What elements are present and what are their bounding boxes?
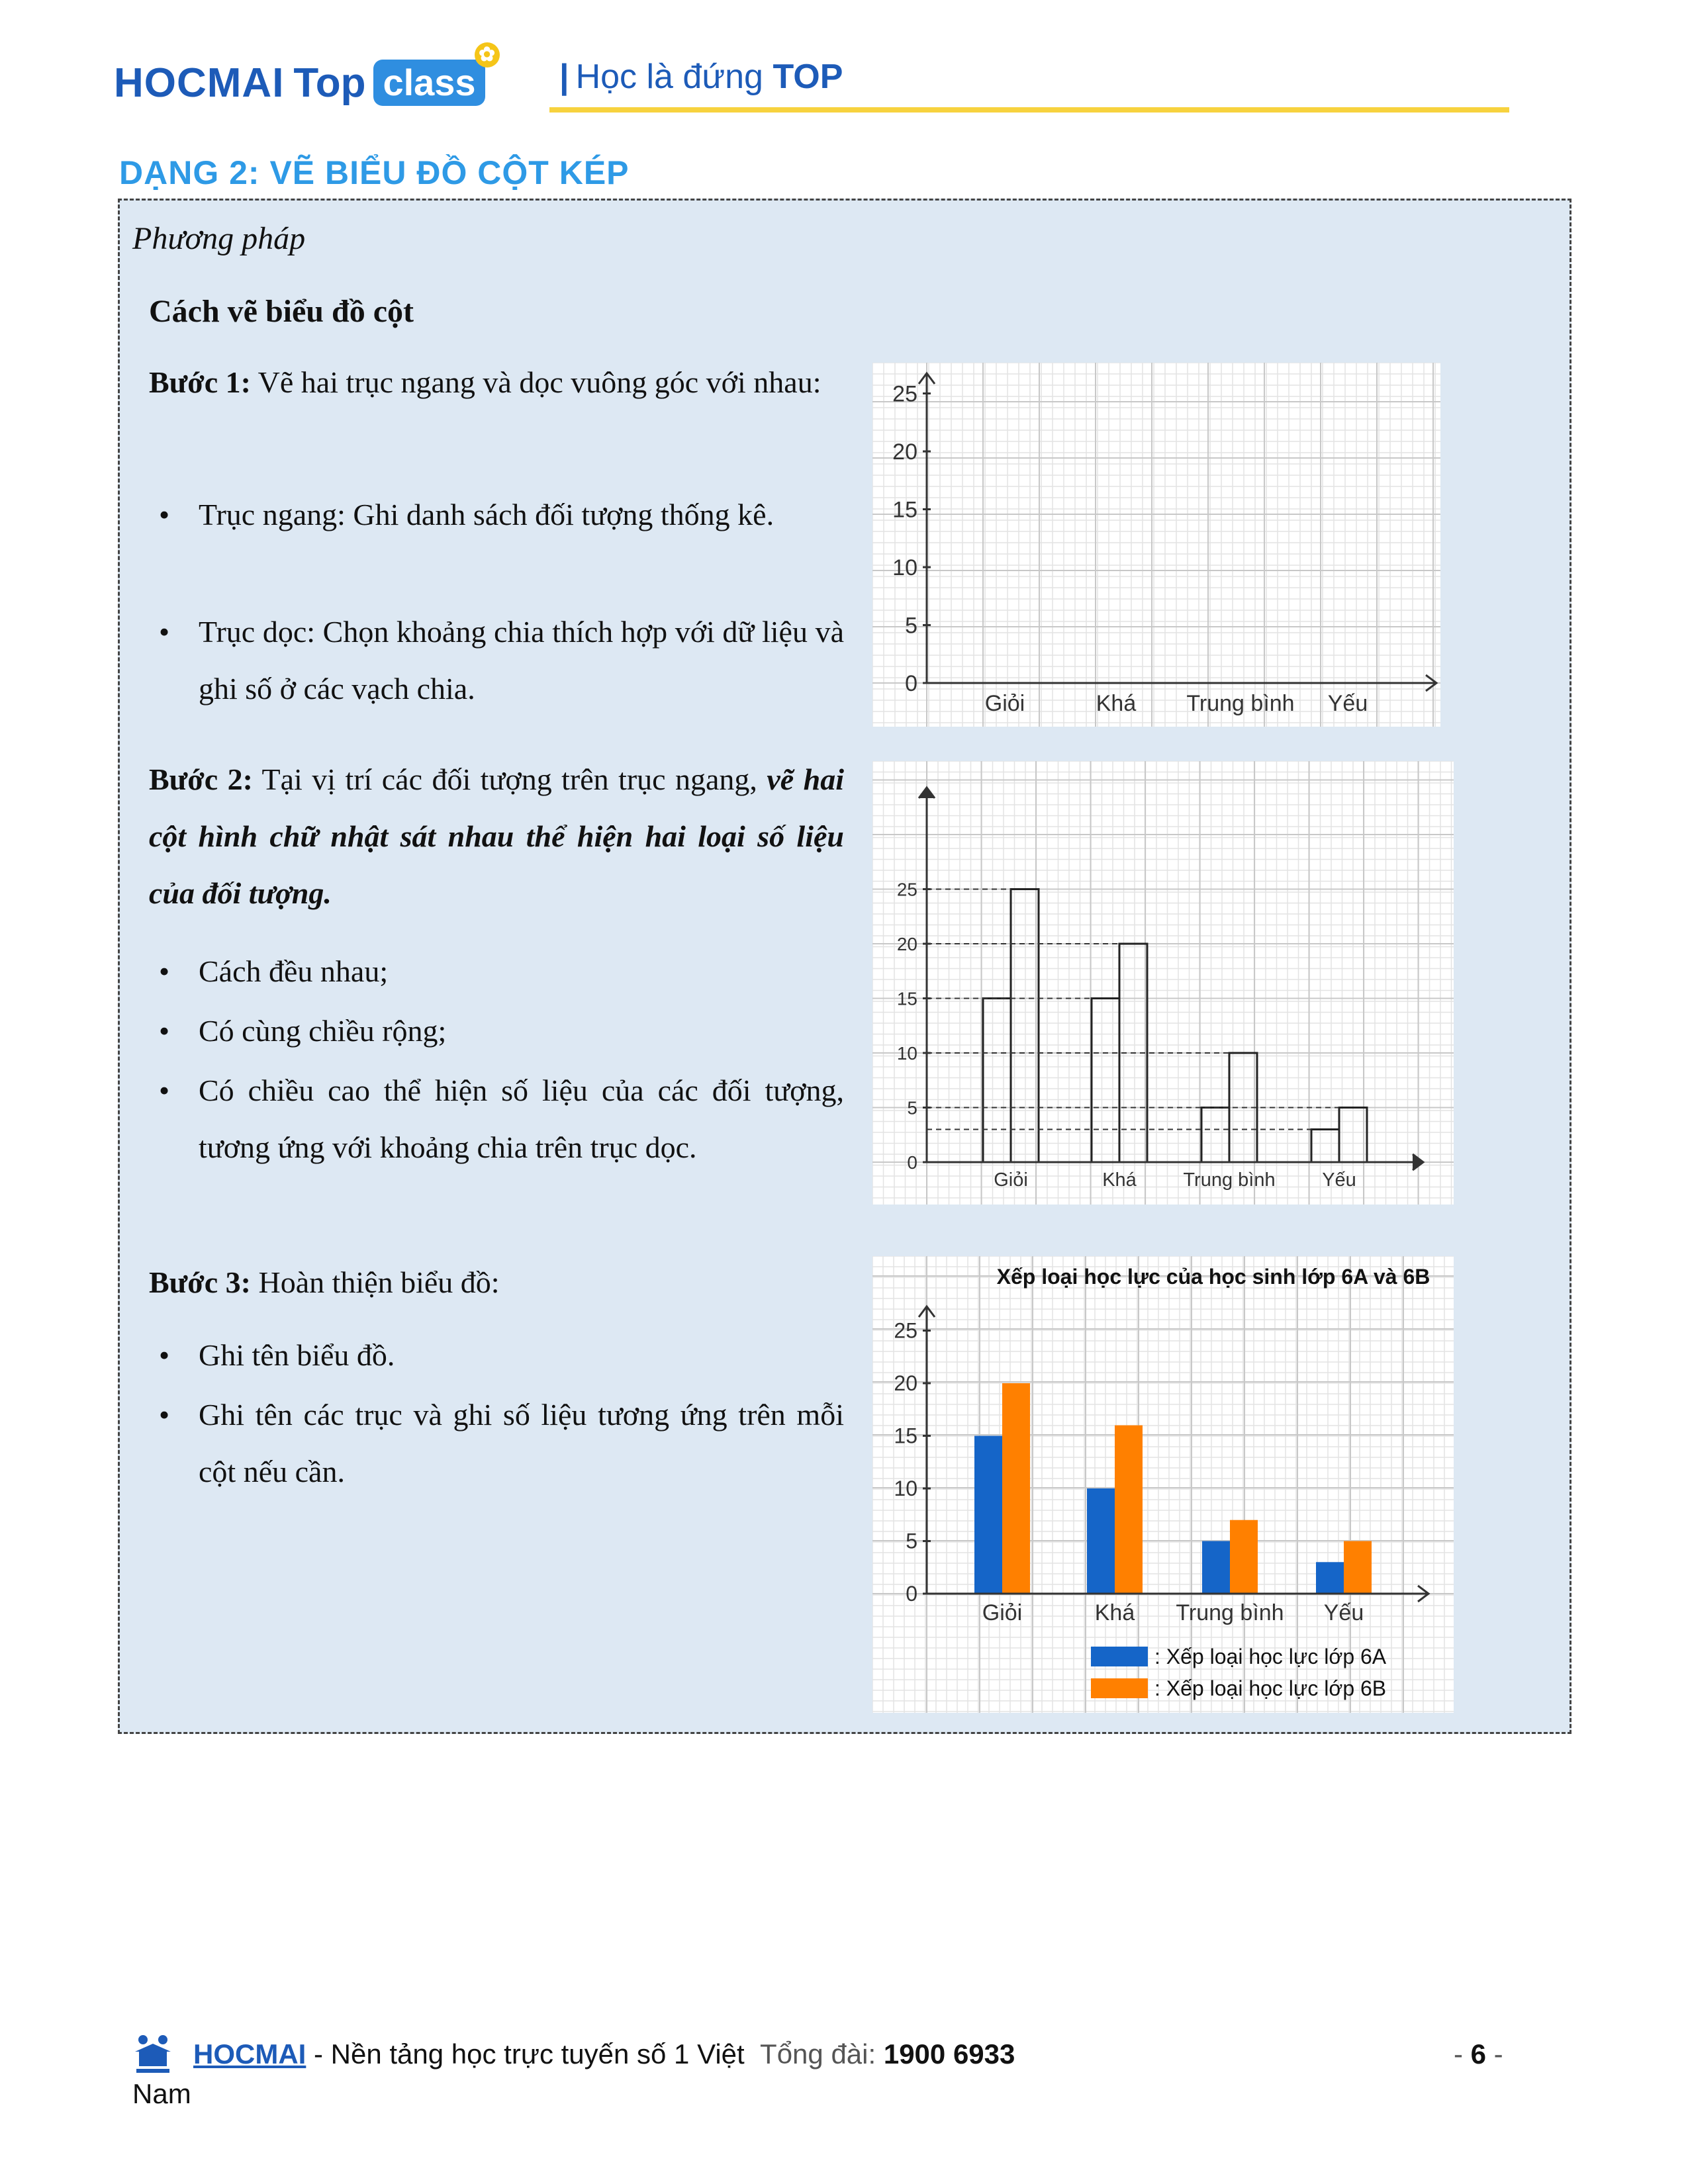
bullet-dot: •: [159, 1073, 170, 1107]
step1-bullet-2: [159, 604, 844, 717]
legend-swatch-1: [1091, 1647, 1148, 1666]
step2-bullet-2-text: Có cùng chiều rộng;: [199, 1014, 447, 1048]
chart-step1-axes: [872, 363, 1440, 727]
y-tick-label: 0: [905, 670, 917, 696]
step2-emphasis: vẽ hai cột hình chữ nhật sát nhau thể hiện hai loại số liệu của đối tượng.: [149, 762, 844, 910]
step2-bullet-1: [159, 943, 844, 1000]
legend-swatch-2: [1091, 1678, 1148, 1698]
footer-wrap-text: Nam: [132, 2078, 191, 2109]
bullet-dot: •: [159, 954, 170, 988]
bar-2-1: [1115, 1426, 1143, 1594]
x-tick-label: Khá: [1096, 691, 1137, 716]
step2-bullet-1-text: Cách đều nhau;: [199, 954, 389, 988]
y-tick-label: 5: [906, 1529, 917, 1553]
step1-label: Bước 1:: [149, 365, 251, 399]
y-tick-label: 0: [906, 1582, 917, 1606]
x-tick-label: Yếu: [1323, 1600, 1364, 1625]
bullet-dot: •: [159, 1014, 170, 1048]
footer-text: [193, 2038, 1015, 2070]
x-tick-label: Trung bình: [1186, 691, 1295, 716]
x-tick-label: Giỏi: [994, 1169, 1028, 1191]
y-tick-label: 20: [892, 439, 917, 465]
bar-1-0: [974, 1436, 1002, 1594]
chart-title: Xếp loại học lực của học sinh lớp 6A và 6B: [996, 1265, 1430, 1289]
bullet-dot: •: [159, 498, 170, 531]
step1-bullet-1-text: Trục ngang: Ghi danh sách đối tượng thống kê.: [199, 498, 774, 531]
step3-bullet-2-text: Ghi tên các trục và ghi số liệu tương ứng trên mỗi cột nếu cần.: [199, 1398, 844, 1488]
x-tick-label: Trung bình: [1176, 1600, 1284, 1625]
y-tick-label: 10: [896, 1042, 917, 1064]
bar-1-1: [1087, 1488, 1115, 1594]
chart-step2-bars: [872, 761, 1454, 1205]
slogan-bold: TOP: [773, 58, 843, 96]
step2-bullet-2: [159, 1003, 844, 1060]
slogan-divider: |: [559, 58, 569, 96]
y-tick-label: 25: [892, 381, 917, 407]
bullet-dot: •: [159, 1398, 170, 1432]
step3-bullet-1-text: Ghi tên biểu đồ.: [199, 1338, 395, 1372]
y-tick-label: 15: [892, 497, 917, 523]
chart-step3-complete: [872, 1256, 1454, 1713]
sun-icon: ✿: [475, 42, 500, 68]
y-tick-label: 5: [905, 613, 917, 639]
header-underline: [549, 107, 1509, 113]
logo-top-text: Top: [293, 60, 366, 106]
logo-hocmai-text: HOCMAI: [114, 60, 285, 106]
y-tick-label: 15: [896, 988, 917, 1009]
footer-hotline: 1900 6933: [883, 2038, 1015, 2070]
y-tick-label: 5: [907, 1097, 917, 1118]
x-tick-label: Khá: [1094, 1600, 1135, 1625]
step2-bullet-3-text: Có chiều cao thể hiện số liệu của các đối tượng, tương ứng với khoảng chia trên trục dọc.: [199, 1073, 844, 1164]
bar-2-0: [1002, 1383, 1030, 1594]
y-tick-label: 25: [894, 1318, 917, 1343]
x-tick-label: Trung bình: [1183, 1169, 1276, 1191]
step1-text: Vẽ hai trục ngang và dọc vuông góc với nhau:: [251, 365, 821, 399]
step3-bullet-1: [159, 1327, 844, 1384]
y-tick-label: 15: [894, 1424, 917, 1448]
y-tick-label: 20: [896, 933, 917, 954]
x-tick-label: Giỏi: [982, 1600, 1023, 1625]
logo-class-badge: [373, 44, 496, 106]
slogan-prefix: Học là đứng: [575, 58, 763, 96]
footer-brand-link[interactable]: HOCMAI: [193, 2038, 306, 2070]
logo-class-text: class: [383, 62, 476, 103]
footer-hotline-label: Tổng đài:: [760, 2038, 876, 2070]
step3-text: Hoàn thiện biểu đồ:: [251, 1265, 500, 1299]
x-tick-label: Yếu: [1322, 1169, 1356, 1191]
bar-1-2: [1202, 1541, 1230, 1594]
x-tick-label: Yếu: [1327, 691, 1368, 716]
bar-1-3: [1316, 1562, 1344, 1594]
step3-bullet-2: [159, 1387, 844, 1500]
step1-bullet-2-text: Trục dọc: Chọn khoảng chia thích hợp với dữ liệu và ghi số ở các vạch chia.: [199, 615, 844, 705]
section-title: DẠNG 2: VẼ BIỂU ĐỒ CỘT KÉP: [119, 154, 630, 191]
step1-paragraph: [149, 354, 844, 411]
bar-2-2: [1230, 1520, 1258, 1594]
legend-label-2: : Xếp loại học lực lớp 6B: [1154, 1676, 1387, 1700]
y-tick-label: 0: [907, 1152, 917, 1173]
page-number-value: 6: [1470, 2038, 1487, 2070]
bullet-dot: •: [159, 615, 170, 649]
page-number: - 6 -: [1454, 2038, 1503, 2070]
step2-paragraph: [149, 751, 844, 922]
step1-bullet-1: [159, 486, 844, 543]
header-slogan: [559, 57, 843, 97]
y-tick-label: 10: [892, 555, 917, 580]
y-tick-label: 25: [896, 879, 917, 900]
step3-paragraph: [149, 1254, 844, 1311]
x-tick-label: Khá: [1102, 1169, 1137, 1191]
chart-background: [872, 363, 1440, 727]
legend-label-1: : Xếp loại học lực lớp 6A: [1154, 1645, 1387, 1668]
footer-tagline: - Nền tảng học trực tuyến số 1 Việt: [306, 2038, 745, 2070]
hocmai-topclass-logo: [114, 44, 496, 113]
bullet-dot: •: [159, 1338, 170, 1372]
bar-2-3: [1344, 1541, 1372, 1594]
step2-text: Tại vị trí các đối tượng trên trục ngang,: [252, 762, 767, 796]
y-tick-label: 10: [894, 1477, 917, 1501]
method-heading: Cách vẽ biểu đồ cột: [149, 294, 414, 329]
y-tick-label: 20: [894, 1371, 917, 1396]
step2-label: Bước 2:: [149, 762, 253, 796]
method-label: Phương pháp: [132, 221, 306, 256]
step2-bullet-3: [159, 1062, 844, 1176]
step3-label: Bước 3:: [149, 1265, 251, 1299]
hocmai-footer-logo-icon: [131, 2032, 175, 2077]
x-tick-label: Giỏi: [984, 691, 1025, 716]
